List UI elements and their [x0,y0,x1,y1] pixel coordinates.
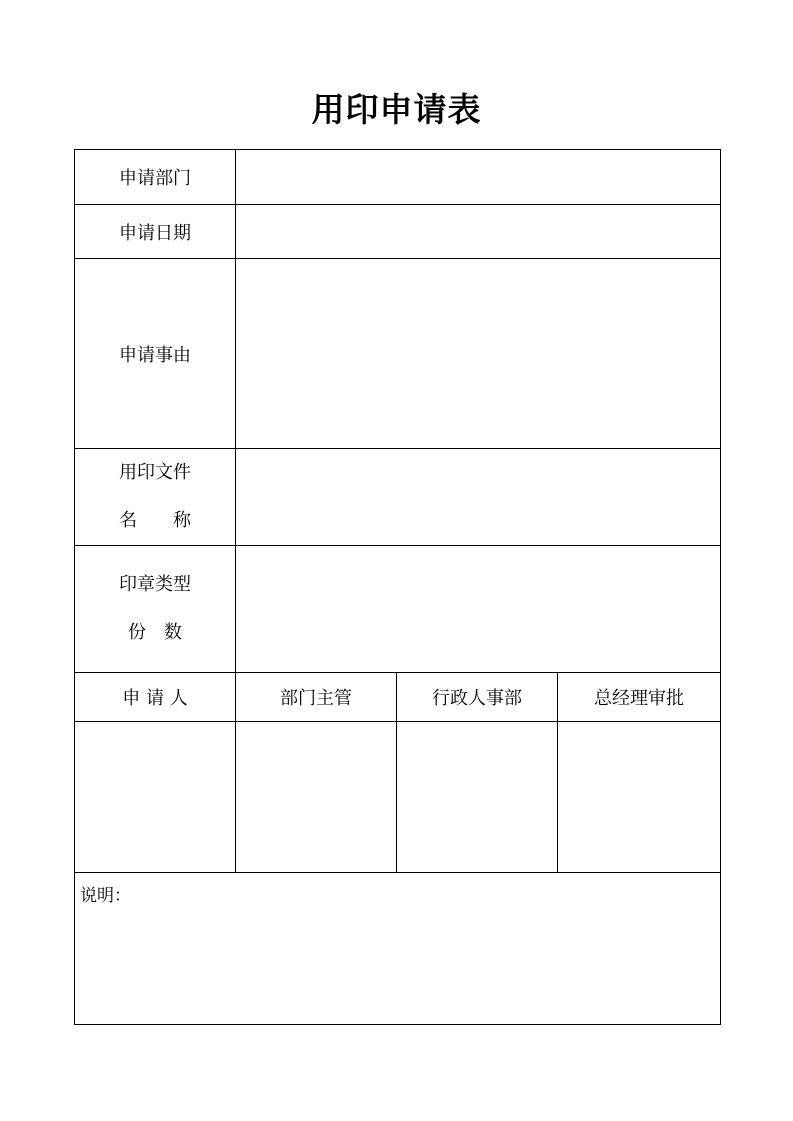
row-date [75,205,721,259]
date-field[interactable] [236,205,721,259]
department-field[interactable] [236,150,721,205]
seal-type-field[interactable] [236,546,721,673]
label-date: 申请日期 [75,205,236,259]
row-approval-signatures [75,722,721,873]
signature-admin-hr[interactable] [397,722,558,873]
notes-field[interactable] [75,873,721,1025]
row-approval-headers [75,673,721,722]
header-general-manager: 总经理审批 [558,673,721,722]
row-notes [75,873,721,1025]
header-applicant: 申 请 人 [75,673,236,722]
header-department-head: 部门主管 [236,673,397,722]
label-department: 申请部门 [75,150,236,205]
label-seal-type-line1: 印章类型 [119,574,191,595]
row-reason [75,259,721,449]
document-name-field[interactable] [236,449,721,546]
label-seal-type-line2: 份 数 [128,622,182,643]
row-seal-type [75,546,721,673]
signature-department-head[interactable] [236,722,397,873]
label-document-name-line1: 用印文件 [119,462,191,483]
header-admin-hr: 行政人事部 [397,673,558,722]
row-department [75,150,721,205]
label-document-name-line2: 名 称 [119,510,191,531]
notes-label: 说明： [80,886,131,906]
label-document-name [75,449,236,546]
row-document-name [75,449,721,546]
reason-field[interactable] [236,259,721,449]
label-seal-type [75,546,236,673]
signature-applicant[interactable] [75,722,236,873]
form-title: 用印申请表 [311,90,482,129]
label-reason: 申请事由 [75,259,236,449]
signature-general-manager[interactable] [558,722,721,873]
seal-application-table [74,149,721,1025]
